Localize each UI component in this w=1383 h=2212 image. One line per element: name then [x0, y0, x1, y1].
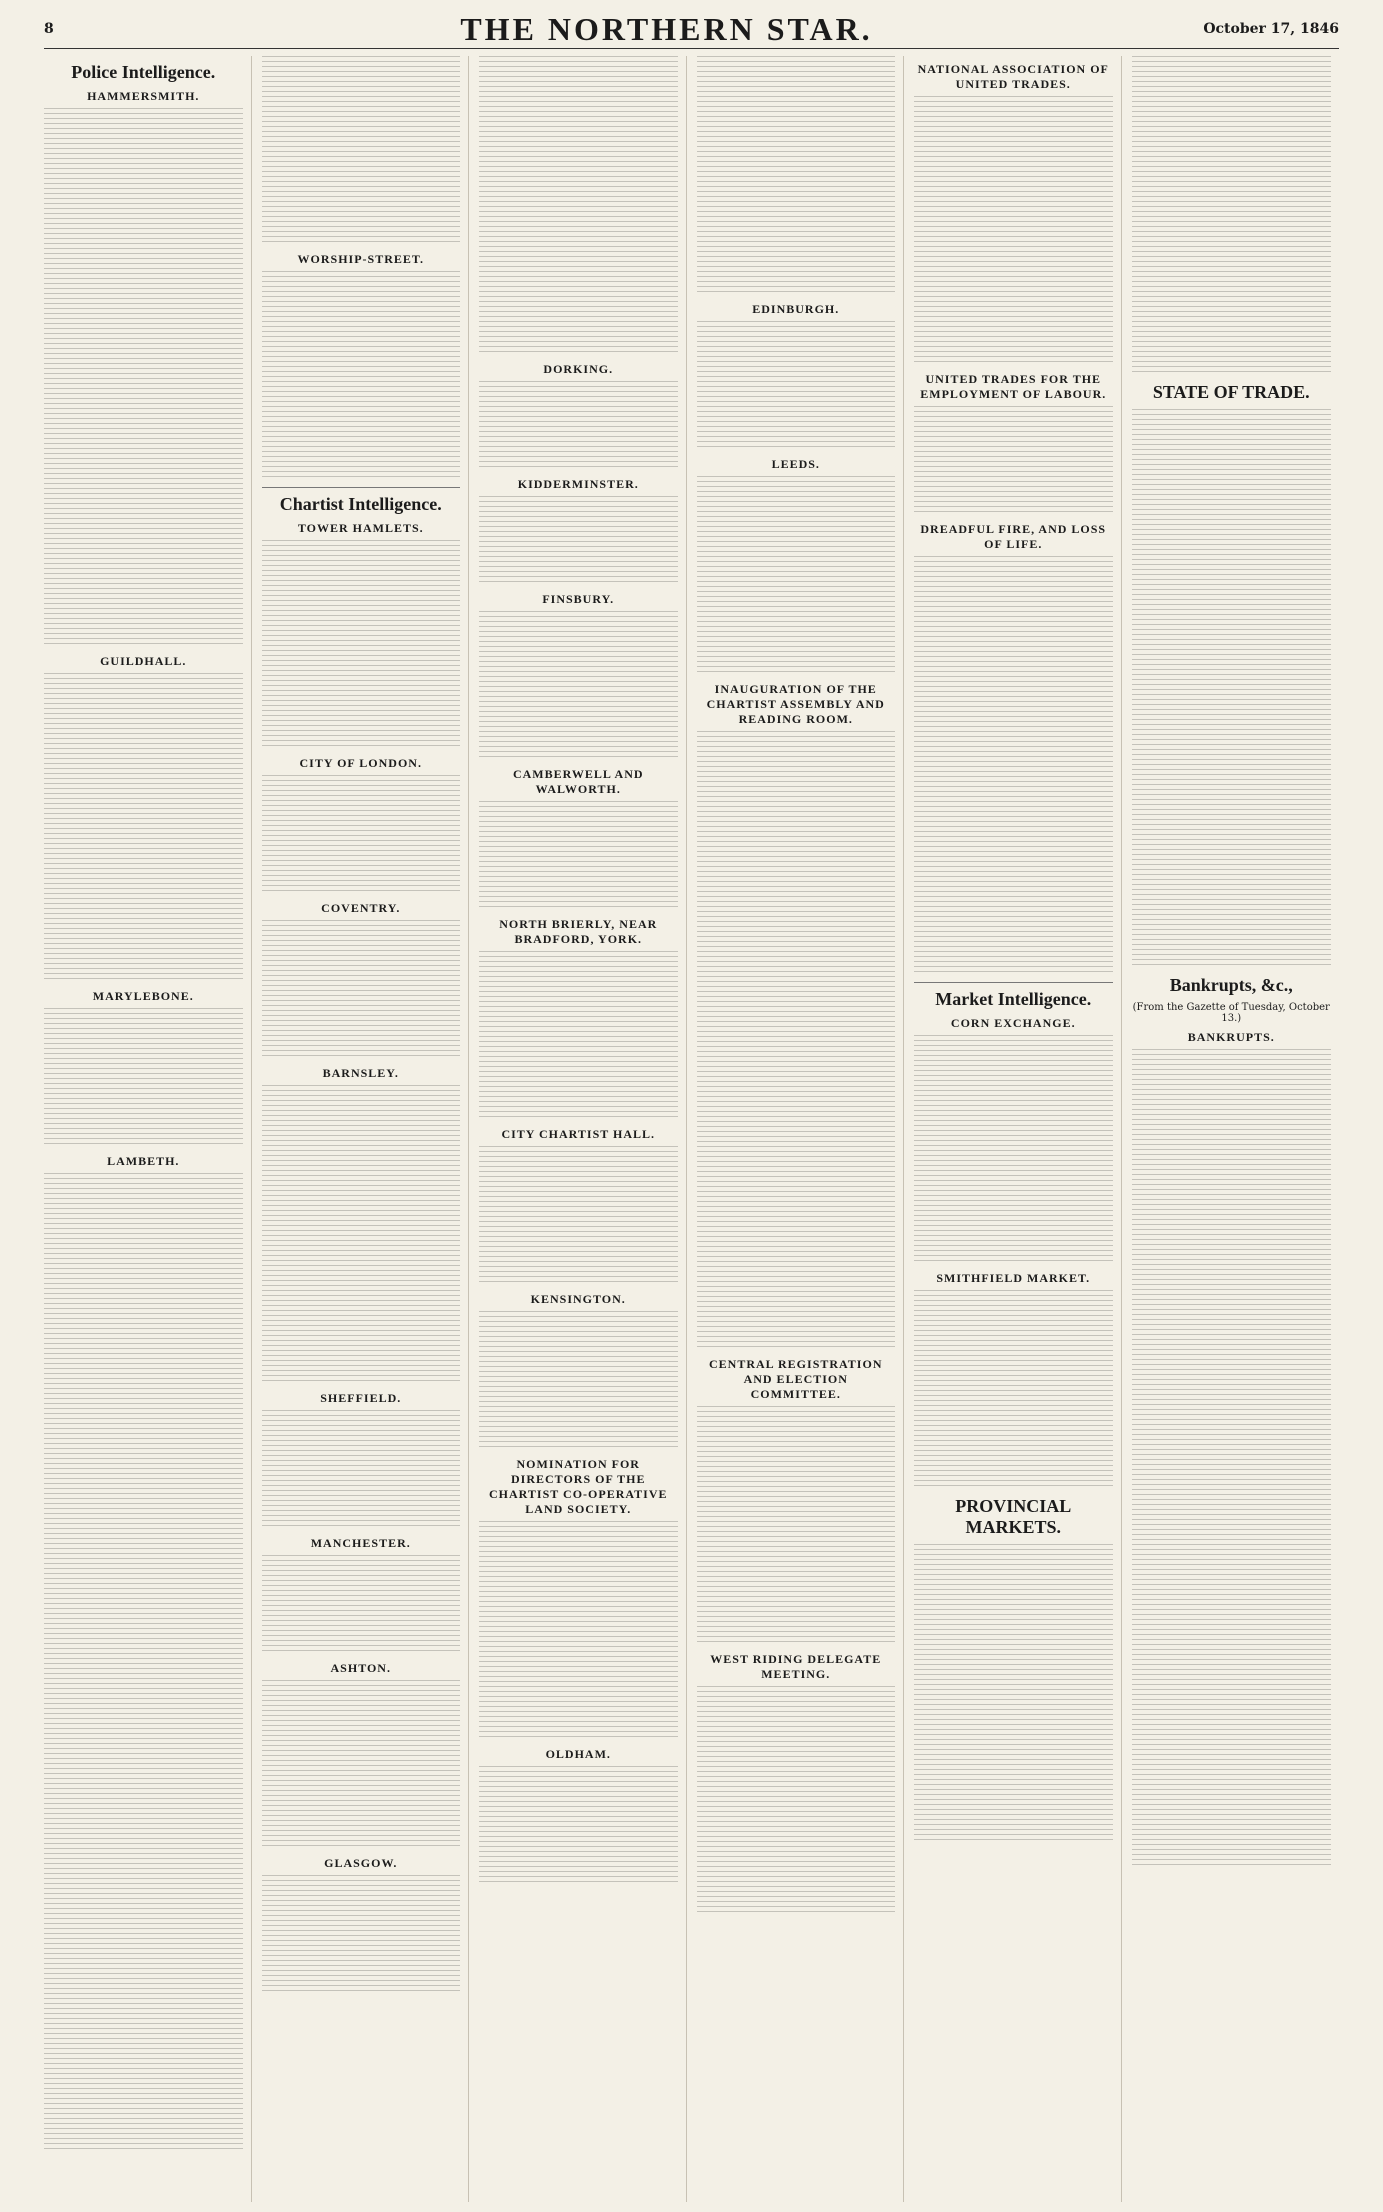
- article-body: [479, 1521, 678, 1741]
- article-body: [262, 775, 461, 895]
- subhead-nomination: NOMINATION FOR DIRECTORS OF THE CHARTIST CO-OPERATIVE LAND SOCIETY.: [489, 1457, 668, 1516]
- article-body: [697, 731, 896, 1351]
- article-body: [914, 556, 1113, 976]
- newspaper-title: THE NORTHERN STAR.: [460, 10, 873, 47]
- subhead-central-registration: CENTRAL REGISTRATION AND ELECTION COMMITTEE.: [709, 1357, 883, 1401]
- column-1: [44, 56, 252, 2202]
- subhead-north-brierly: NORTH BRIERLY, NEAR BRADFORD, YORK.: [499, 917, 658, 946]
- article-body: [262, 540, 461, 750]
- article-body: [479, 1146, 678, 1286]
- subhead-kensington: KENSINGTON.: [530, 1292, 626, 1306]
- subhead-kidderminster: KIDDERMINSTER.: [517, 477, 639, 491]
- subhead-dorking: DORKING.: [543, 362, 614, 376]
- article-body: [914, 1290, 1113, 1490]
- columns: [44, 56, 1339, 2202]
- subhead-edinburgh: EDINBURGH.: [752, 302, 840, 316]
- column-3: [479, 56, 687, 2202]
- column-5: [914, 56, 1122, 2202]
- subhead-sheffield: SHEFFIELD.: [320, 1391, 402, 1405]
- article-body: [262, 56, 461, 246]
- article-body: [44, 1008, 243, 1148]
- subhead-barnsley: BARNSLEY.: [322, 1066, 399, 1080]
- article-body: [914, 96, 1113, 366]
- section-state-of-trade: STATE OF TRADE.: [1152, 382, 1310, 402]
- gazette-note: (From the Gazette of Tuesday, October 13.): [1132, 1002, 1330, 1024]
- article-body: [44, 673, 243, 983]
- subhead-smithfield: SMITHFIELD MARKET.: [936, 1271, 1091, 1285]
- subhead-ashton: ASHTON.: [330, 1661, 391, 1675]
- column-2: [262, 56, 470, 2202]
- article-body: [914, 1544, 1113, 1844]
- subhead-corn-exchange: CORN EXCHANGE.: [950, 1016, 1076, 1030]
- column-6: [1132, 56, 1340, 2202]
- section-chartist: Chartist Intelligence.: [279, 494, 442, 514]
- subhead-united-trades: UNITED TRADES FOR THE EMPLOYMENT OF LABOUR.: [920, 372, 1107, 401]
- article-body: [1132, 56, 1332, 376]
- article-body: [44, 1173, 243, 2153]
- issue-date: October 17, 1846: [1203, 21, 1339, 37]
- article-body: [479, 1311, 678, 1451]
- page-number: 8: [44, 21, 54, 37]
- subhead-oldham: OLDHAM.: [545, 1747, 611, 1761]
- section-police: Police Intelligence.: [71, 62, 216, 82]
- subhead-marylebone: MARYLEBONE.: [92, 989, 194, 1003]
- subhead-coventry: COVENTRY.: [321, 901, 401, 915]
- article-body: [262, 920, 461, 1060]
- article-body: [697, 1406, 896, 1646]
- article-body: [479, 611, 678, 761]
- article-body: [697, 321, 896, 451]
- article-body: [479, 801, 678, 911]
- article-body: [914, 406, 1113, 516]
- subhead-city-chartist-hall: CITY CHARTIST HALL.: [501, 1127, 656, 1141]
- masthead: [44, 10, 1339, 49]
- article-body: [1132, 1049, 1332, 1869]
- subhead-camberwell: CAMBERWELL AND WALWORTH.: [512, 767, 644, 796]
- subhead-lambeth: LAMBETH.: [107, 1154, 180, 1168]
- article-body: [262, 1555, 461, 1655]
- subhead-national-association: NATIONAL ASSOCIATION OF UNITED TRADES.: [917, 62, 1109, 91]
- article-body: [697, 476, 896, 676]
- subhead-leeds: LEEDS.: [771, 457, 820, 471]
- subhead-west-riding: WEST RIDING DELEGATE MEETING.: [710, 1652, 882, 1681]
- article-body: [262, 271, 461, 481]
- subhead-glasgow: GLASGOW.: [324, 1856, 398, 1870]
- subhead-inauguration: INAUGURATION OF THE CHARTIST ASSEMBLY AND READING ROOM.: [706, 682, 885, 726]
- article-body: [697, 1686, 896, 1916]
- subhead-dreadful-fire: DREADFUL FIRE, AND LOSS OF LIFE.: [920, 522, 1107, 551]
- subhead-manchester: MANCHESTER.: [310, 1536, 411, 1550]
- section-provincial: PROVINCIAL MARKETS.: [955, 1496, 1072, 1537]
- article-body: [697, 56, 896, 296]
- article-body: [479, 1766, 678, 1886]
- subhead-worship-street: WORSHIP-STREET.: [297, 252, 424, 266]
- subhead-finsbury: FINSBURY.: [542, 592, 615, 606]
- article-body: [479, 496, 678, 586]
- subhead-bankrupts: BANKRUPTS.: [1187, 1030, 1275, 1044]
- article-body: [262, 1680, 461, 1850]
- column-4: [697, 56, 905, 2202]
- subhead-guildhall: GUILDHALL.: [100, 654, 187, 668]
- article-body: [262, 1410, 461, 1530]
- section-markets: Market Intelligence.: [935, 989, 1092, 1009]
- article-body: [479, 56, 678, 356]
- article-body: [262, 1875, 461, 1995]
- divider: [262, 487, 461, 488]
- section-bankrupts: Bankrupts, &c.,: [1169, 975, 1293, 995]
- article-body: [479, 381, 678, 471]
- subhead-city-of-london: CITY OF LONDON.: [299, 756, 422, 770]
- article-body: [44, 108, 243, 648]
- subhead-hammersmith: HAMMERSMITH.: [87, 89, 200, 103]
- divider: [914, 982, 1113, 983]
- article-body: [1132, 409, 1332, 969]
- subhead-tower-hamlets: TOWER HAMLETS.: [297, 521, 424, 535]
- article-body: [262, 1085, 461, 1385]
- article-body: [479, 951, 678, 1121]
- article-body: [914, 1035, 1113, 1265]
